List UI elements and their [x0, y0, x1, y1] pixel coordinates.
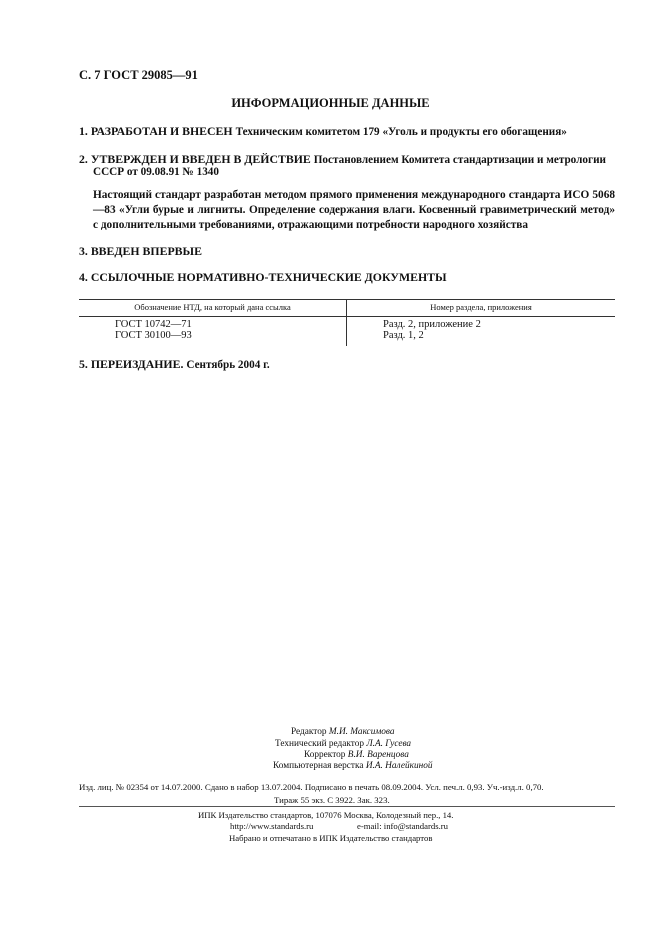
table-header-section: Номер раздела, приложения: [430, 302, 532, 312]
item-2-heading: УТВЕРЖДЕН И ВВЕДЕН В ДЕЙСТВИЕ: [90, 152, 311, 166]
layout-label: Компьютерная верстка: [273, 761, 364, 771]
publisher-address: ИПК Издательство стандартов, 107076 Москва, Колодезный пер., 14.: [198, 810, 454, 820]
table-header-designation: Обозначение НТД, на который дана ссылка: [134, 302, 291, 312]
item-5-number: 5.: [79, 357, 88, 371]
corrector-name: В.И. Варенцова: [347, 750, 409, 760]
tech-editor-label: Технический редактор: [275, 739, 365, 749]
table-cell-section-1: Разд. 2, приложение 2: [383, 319, 481, 330]
reference-table: [79, 299, 615, 346]
item-3-number: 3.: [79, 244, 88, 258]
page-header: С. 7 ГОСТ 29085—91: [79, 68, 198, 82]
page-title: ИНФОРМАЦИОННЫЕ ДАННЫЕ: [231, 96, 430, 110]
imprint-tech-editor: [275, 739, 411, 749]
item-1: [79, 124, 567, 139]
table-cell-section-2: Разд. 1, 2: [383, 330, 424, 341]
tech-editor-name: Л.А. Гусева: [366, 739, 412, 749]
item-2: [79, 152, 606, 167]
item-2-number: 2.: [79, 152, 88, 166]
editor-label: Редактор: [291, 727, 327, 737]
circulation-line: Тираж 55 экз. С 3922. Зак. 323.: [274, 795, 390, 805]
item-4-number: 4.: [79, 270, 88, 284]
corrector-label: Корректор: [304, 750, 346, 760]
standard-paragraph: Настоящий стандарт разработан методом прямого применения международного стандарта ИСО 5068—83 «Угли бурые и лигниты. Определение содержания влаги. Косвенный гравиметрический метод» с дополнительными требованиями, отражающими потребности народного хозяйства: [93, 189, 615, 231]
editor-name: М.И. Максимова: [328, 727, 395, 737]
item-2-line2: СССР от 09.08.91 № 1340: [93, 166, 219, 178]
publisher-email: e-mail: info@standards.ru: [357, 821, 448, 831]
item-3: [79, 244, 202, 259]
item-1-number: 1.: [79, 124, 88, 138]
item-3-heading: ВВЕДЕН ВПЕРВЫЕ: [90, 244, 202, 258]
table-header-divider: [79, 316, 615, 317]
publisher-printing: Набрано и отпечатано в ИПК Издательство стандартов: [229, 833, 433, 843]
imprint-editor: [291, 727, 395, 737]
item-1-heading: РАЗРАБОТАН И ВНЕСЕН: [90, 124, 233, 138]
item-1-text: Техническим комитетом 179 «Уголь и продукты его обогащения»: [235, 126, 567, 138]
imprint-layout: [273, 761, 433, 771]
item-5-heading: ПЕРЕИЗДАНИЕ.: [90, 357, 184, 371]
publisher-website: http://www.standards.ru: [230, 821, 314, 831]
item-2-text: Постановлением Комитета стандартизации и метрологии: [313, 154, 606, 166]
item-5-text: Сентябрь 2004 г.: [186, 359, 270, 371]
imprint-corrector: [304, 750, 409, 760]
layout-name: И.А. Налейкиной: [365, 761, 433, 771]
item-4-heading: ССЫЛОЧНЫЕ НОРМАТИВНО-ТЕХНИЧЕСКИЕ ДОКУМЕНТЫ: [90, 270, 447, 284]
table-cell-doc-2: ГОСТ 30100—93: [115, 330, 192, 341]
license-line: Изд. лиц. № 02354 от 14.07.2000. Сдано в набор 13.07.2004. Подписано в печать 08.09.2004. Усл. печ.л. 0,93. Уч.-изд.л. 0,70.: [79, 782, 544, 792]
item-4: [79, 270, 447, 285]
footer-divider: [79, 806, 615, 807]
table-cell-doc-1: ГОСТ 10742—71: [115, 319, 192, 330]
item-5: [79, 357, 270, 372]
